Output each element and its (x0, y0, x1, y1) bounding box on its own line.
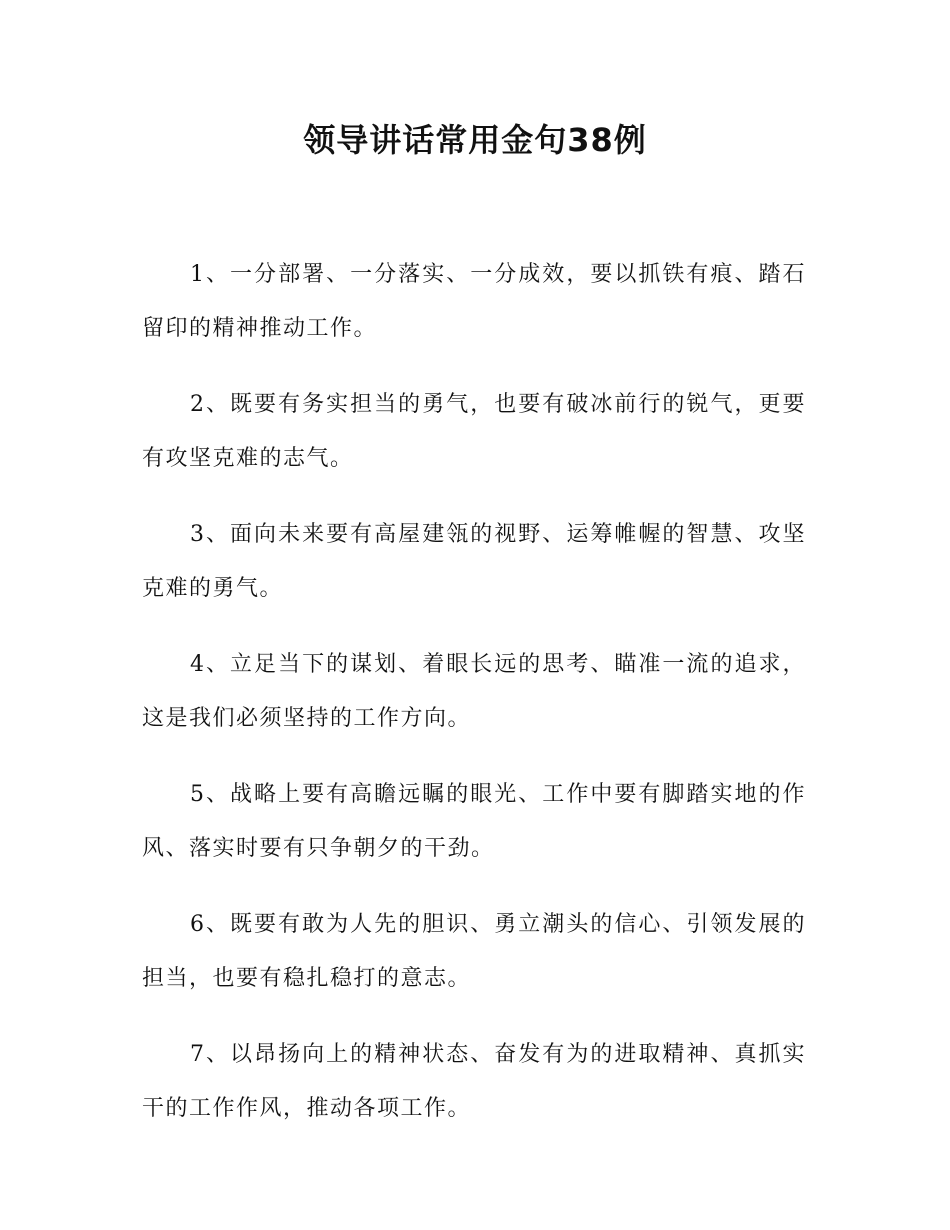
paragraph-6: 6、既要有敢为人先的胆识、勇立潮头的信心、引领发展的担当，也要有稳扎稳打的意志。 (142, 912, 806, 991)
paragraph-4: 4、立足当下的谋划、着眼长远的思考、瞄准一流的追求，这是我们必须坚持的工作方向。 (142, 652, 806, 731)
paragraph-7: 7、以昂扬向上的精神状态、奋发有为的进取精神、真抓实干的工作作风，推动各项工作。 (142, 1042, 806, 1121)
paragraph-2: 2、既要有务实担当的勇气，也要有破冰前行的锐气，更要有攻坚克难的志气。 (142, 392, 806, 471)
document-title: 领导讲话常用金句38例 (303, 121, 647, 159)
paragraph-5: 5、战略上要有高瞻远瞩的眼光、工作中要有脚踏实地的作风、落实时要有只争朝夕的干劲。 (142, 782, 806, 861)
paragraph-1: 1、一分部署、一分落实、一分成效，要以抓铁有痕、踏石留印的精神推动工作。 (142, 262, 806, 341)
document-body (142, 248, 806, 1158)
paragraph-3: 3、面向未来要有高屋建瓴的视野、运筹帷幄的智慧、攻坚克难的勇气。 (142, 522, 806, 601)
